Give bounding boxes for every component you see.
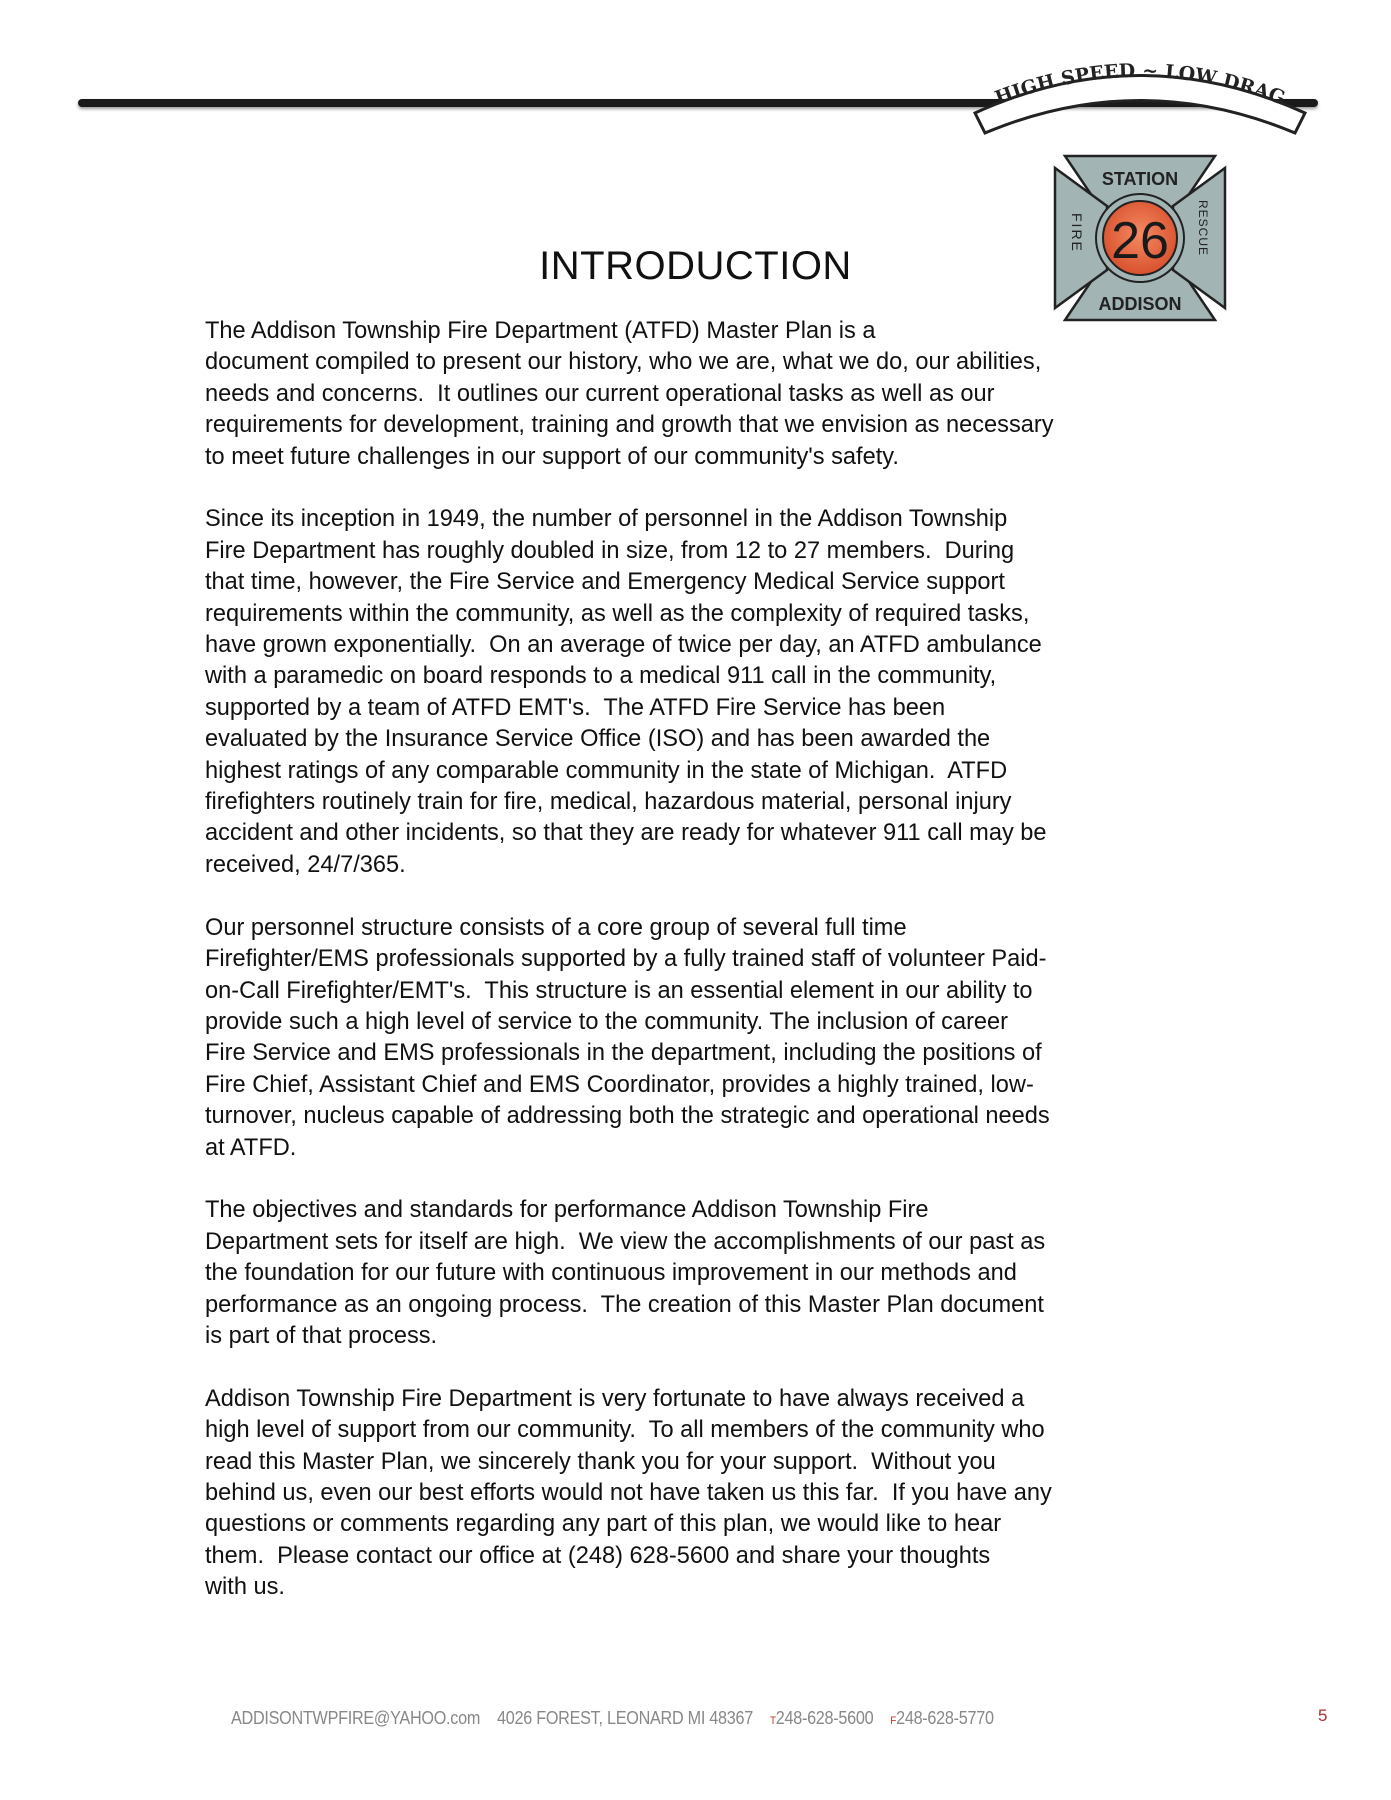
text-line: behind us, even our best efforts would not have taken us this far. If you have any	[205, 1479, 1052, 1506]
text-line: requirements for development, training and growth that we envision as necessary	[205, 412, 1054, 439]
logo-top-text: STATION	[1101, 169, 1179, 189]
text-line: them. Please contact our office at (248) 628-5600 and share your thoughts	[205, 1542, 991, 1569]
footer-fax: 248-628-5770	[896, 1708, 994, 1728]
page-title: INTRODUCTION	[539, 244, 852, 288]
logo-left-text: FIRE	[1069, 213, 1085, 253]
footer-phone-label: T	[769, 1715, 776, 1727]
footer-address: 4026 FOREST, LEONARD MI 48367	[497, 1708, 754, 1728]
text-line: needs and concerns. It outlines our current operational tasks as well as our	[205, 380, 995, 407]
text-line: Fire Department has roughly doubled in size, from 12 to 27 members. During	[205, 537, 1015, 564]
page-number: 5	[1318, 1706, 1328, 1725]
text-line: Our personnel structure consists of a core group of several full time	[205, 914, 907, 941]
logo-right-text: RESCUE	[1196, 200, 1210, 257]
text-line: with a paramedic on board responds to a medical 911 call in the community,	[205, 663, 997, 690]
text-line: that time, however, the Fire Service and Emergency Medical Service support	[205, 569, 1005, 596]
footer-email: ADDISONTWPFIRE@YAHOO.com	[231, 1708, 481, 1728]
text-line: turnover, nucleus capable of addressing both the strategic and operational needs	[205, 1103, 1050, 1130]
text-line: on-Call Firefighter/EMT's. This structure is an essential element in our ability to	[205, 977, 1033, 1004]
footer-contact	[231, 1708, 994, 1729]
paragraph	[205, 504, 1205, 881]
body-text	[205, 316, 1205, 1635]
text-line: firefighters routinely train for fire, medical, hazardous material, personal injury	[205, 789, 1012, 816]
text-line: the foundation for our future with continuous improvement in our methods and	[205, 1260, 1017, 1287]
text-line: supported by a team of ATFD EMT's. The ATFD Fire Service has been	[205, 694, 946, 721]
text-line: high level of support from our community. To all members of the community who	[205, 1417, 1045, 1444]
footer-fax-label: F	[890, 1715, 897, 1727]
text-line: performance as an ongoing process. The creation of this Master Plan document	[205, 1291, 1044, 1318]
text-line: received, 24/7/365.	[205, 851, 406, 878]
text-line: accident and other incidents, so that they are ready for whatever 911 call may be	[205, 820, 1047, 847]
text-line: requirements within the community, as well as the complexity of required tasks,	[205, 600, 1030, 627]
logo-number: 26	[1111, 212, 1169, 270]
text-line: is part of that process.	[205, 1322, 438, 1349]
text-line: Firefighter/EMS professionals supported by a fully trained staff of volunteer Paid-	[205, 946, 1047, 973]
text-line: questions or comments regarding any part of this plan, we would like to hear	[205, 1511, 1002, 1538]
text-line: Fire Service and EMS professionals in the department, including the positions of	[205, 1040, 1042, 1067]
text-line: Since its inception in 1949, the number of personnel in the Addison Township	[205, 506, 1008, 533]
paragraph	[205, 1384, 1205, 1604]
text-line: at ATFD.	[205, 1134, 297, 1161]
text-line: The Addison Township Fire Department (ATFD) Master Plan is a	[205, 318, 876, 344]
footer-phone: 248-628-5600	[775, 1708, 874, 1728]
text-line: with us.	[205, 1574, 285, 1601]
text-line: provide such a high level of service to the community. The inclusion of career	[205, 1008, 1009, 1035]
fire-station-logo	[955, 58, 1325, 338]
text-line: read this Master Plan, we sincerely thank you for your support. Without you	[205, 1448, 996, 1475]
logo-bottom-text: ADDISON	[1098, 294, 1182, 314]
text-line: highest ratings of any comparable community in the state of Michigan. ATFD	[205, 757, 1008, 784]
logo-banner-text: HIGH SPEED ~ LOW DRAG	[991, 59, 1289, 110]
text-line: have grown exponentially. On an average of twice per day, an ATFD ambulance	[205, 632, 1042, 659]
text-line: to meet future challenges in our support of our community's safety.	[205, 443, 899, 470]
text-line: document compiled to present our history, who we are, what we do, our abilities,	[205, 349, 1042, 376]
paragraph	[205, 913, 1205, 1164]
text-line: The objectives and standards for performance Addison Township Fire	[205, 1197, 929, 1224]
text-line: evaluated by the Insurance Service Office (ISO) and has been awarded the	[205, 726, 991, 753]
text-line: Addison Township Fire Department is very fortunate to have always received a	[205, 1385, 1025, 1412]
text-line: Department sets for itself are high. We view the accomplishments of our past as	[205, 1228, 1046, 1255]
text-line: Fire Chief, Assistant Chief and EMS Coordinator, provides a highly trained, low-	[205, 1071, 1034, 1098]
paragraph	[205, 316, 1205, 473]
paragraph	[205, 1195, 1205, 1352]
